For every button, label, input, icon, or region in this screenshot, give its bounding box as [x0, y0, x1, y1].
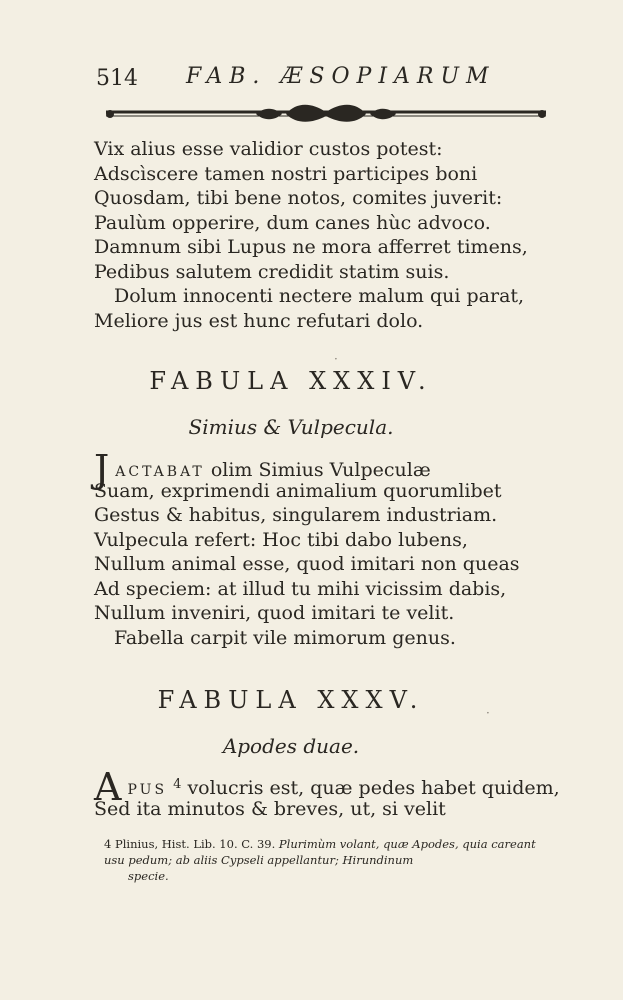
running-head: FAB. ÆSOPIARUM [186, 64, 496, 89]
verse-line: Adscìscere tamen nostri participes boni [94, 162, 478, 185]
drop-initial: J [94, 447, 110, 491]
print-speck: · [486, 706, 490, 720]
verse-line: Pedibus salutem credidit statim suis. [94, 260, 450, 283]
verse-line: Sed ita minutos & breves, ut, si velit [94, 797, 446, 820]
fable-35-subtitle: Apodes duae. [222, 734, 360, 758]
fable-34-subtitle: Simius & Vulpecula. [188, 415, 394, 439]
moral-line: Fabella carpit vile mimorum genus. [114, 626, 456, 649]
verse-line: Paulùm opperire, dum canes hùc advoco. [94, 211, 491, 234]
passage-one [94, 137, 534, 333]
footnote-marker: 4 [104, 837, 112, 851]
verse-line: Ad speciem: at illud tu mihi vicissim dabis, [94, 577, 507, 600]
verse-line: Damnum sibi Lupus ne mora afferret timens, [94, 236, 528, 258]
footnote-body [104, 836, 560, 868]
verse-line: Suam, exprimendi animalium quorumlibet [94, 479, 502, 502]
verse-line: Nullum inveniri, quod imitari te velit. [94, 602, 455, 624]
fable-34-title: FABULA XXXIV. [149, 367, 433, 395]
footnote [104, 836, 560, 884]
verse-line: Gestus & habitus, singularem industriam. [94, 504, 498, 526]
verse-line-text: olim Simius Vulpeculæ [210, 459, 431, 481]
moral-line: Meliore jus est hunc refutari dolo. [94, 309, 424, 332]
footnote-continuation: specie. [128, 869, 169, 883]
fable-35-title: FABULA XXXV. [157, 686, 425, 714]
ornamental-rule [96, 98, 556, 126]
fable-34-text [94, 447, 534, 650]
footnote-reference: 4 [173, 777, 182, 792]
verse-line: Quosdam, tibi bene notos, comites juverit: [94, 187, 503, 209]
small-caps-word: PUS [127, 782, 168, 798]
page-number: 514 [96, 66, 138, 91]
verse-line: Vix alius esse validior custos potest: [94, 138, 443, 160]
fable-35-text [94, 765, 560, 821]
small-caps-word: ACTABAT [115, 464, 205, 480]
footnote-source: Plinius, Hist. Lib. 10. C. 39. [114, 837, 276, 851]
drop-initial: A [94, 765, 122, 809]
moral-line: Dolum innocenti nectere malum qui parat, [114, 285, 525, 307]
verse-line: Nullum animal esse, quod imitari non queas [94, 553, 520, 575]
footnote-quotation: Plurimùm volant, quæ Apodes, quia careant usu pedum; ab aliis Cypseli appellantur; Hirundinum [104, 837, 536, 867]
verse-line: Vulpecula refert: Hoc tibi dabo lubens, [94, 528, 468, 551]
print-speck: · [334, 352, 338, 366]
verse-line-text: volucris est, quæ pedes habet quidem, [187, 777, 560, 799]
